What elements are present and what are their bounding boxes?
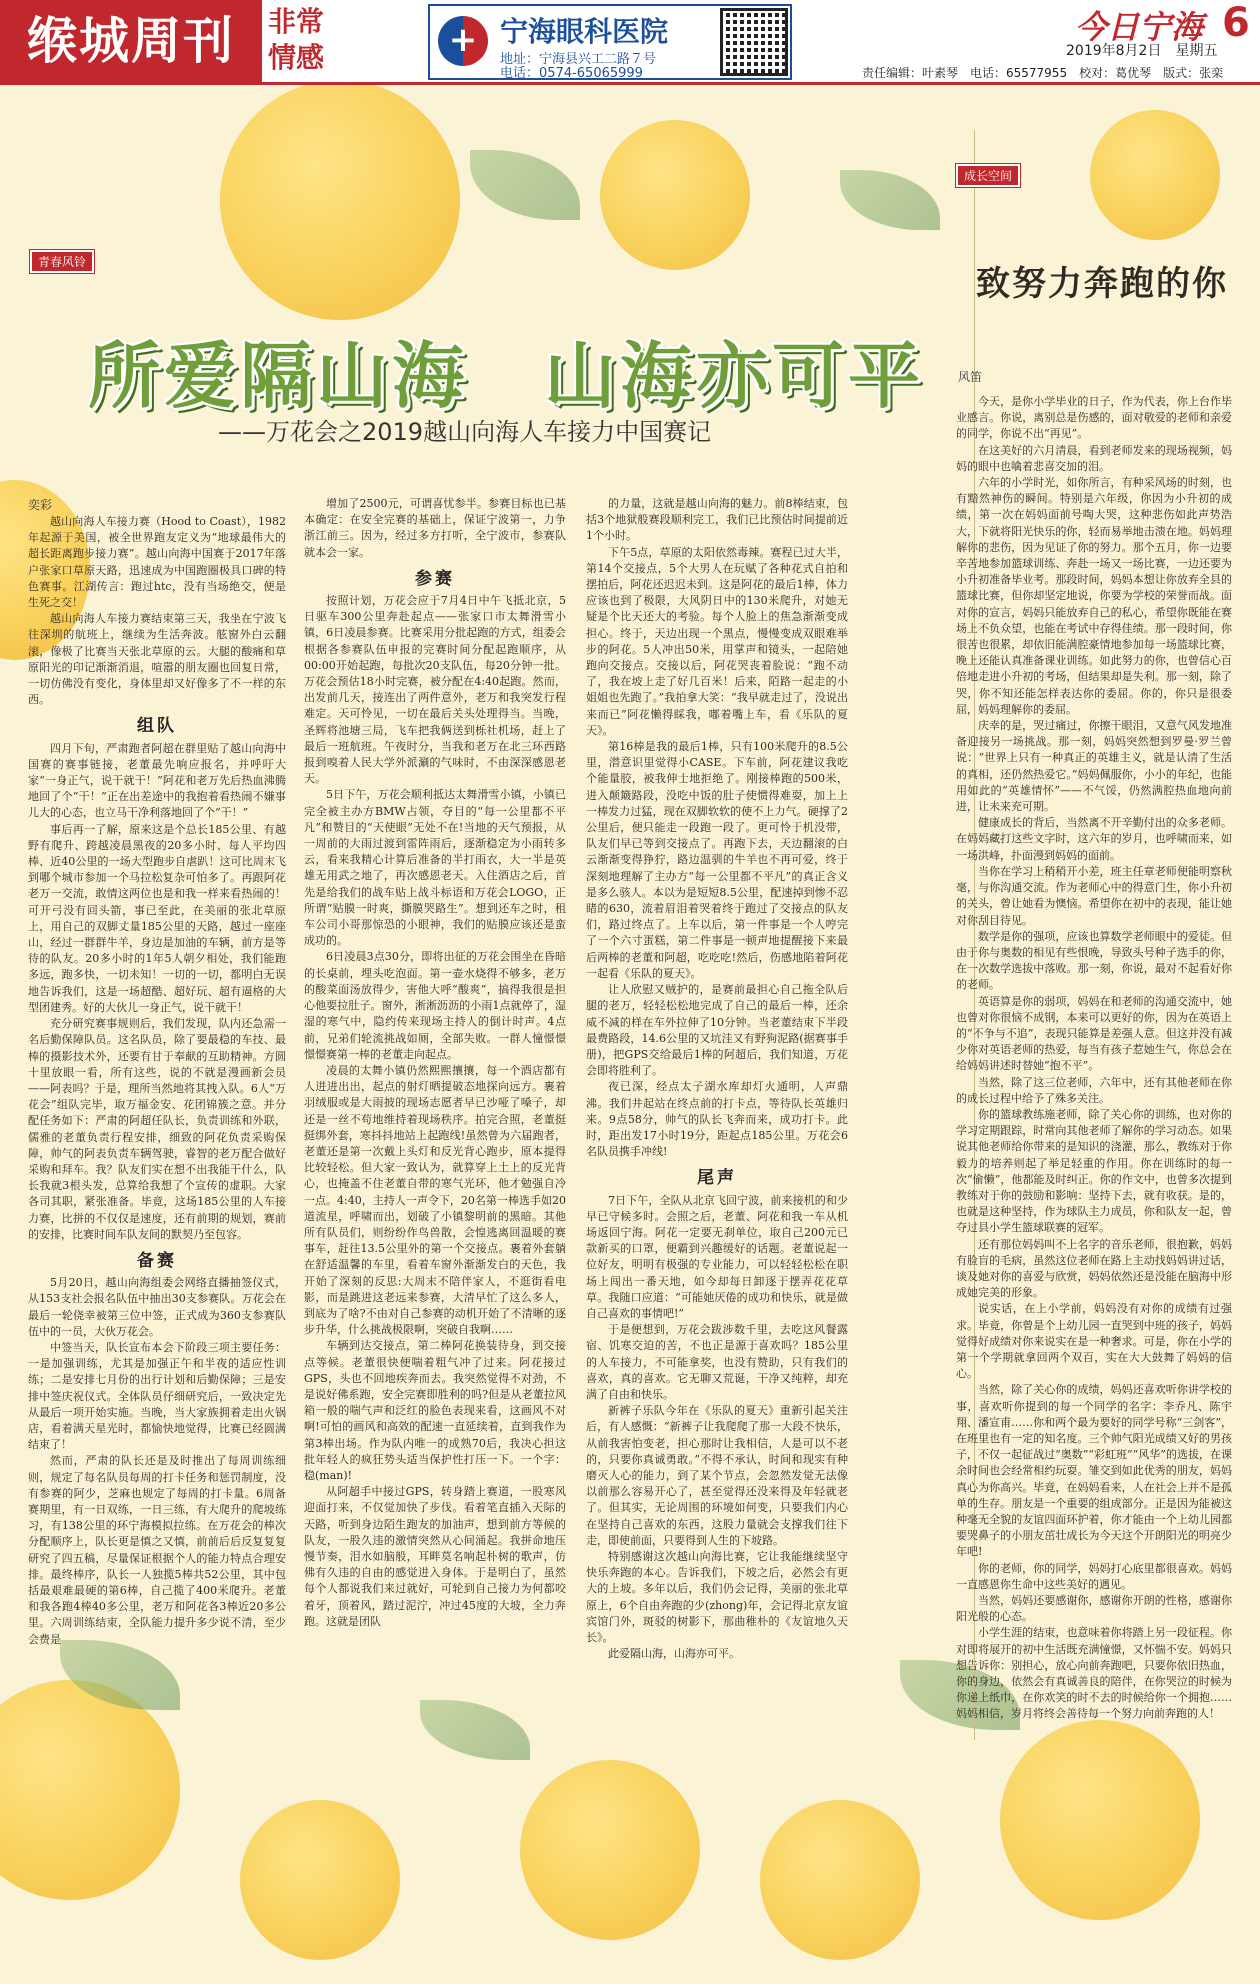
hospital-advertisement bbox=[428, 4, 792, 80]
paragraph: 说实话，在上小学前，妈妈没有对你的成绩有过强求。毕竟，你曾是个上幼儿园一直哭到中班的孩子，妈妈觉得好成绩对你来说实在是一种奢求。可是，你在小学的第一个学期就拿回两个双百，实在大大鼓舞了妈妈的信心。 bbox=[956, 1302, 1232, 1381]
side-section-tag: 成长空间 bbox=[956, 164, 1020, 187]
paragraph: 然而，严肃的队长还是及时推出了每周训练细则，规定了每名队员每周的打卡任务和惩罚制度，没有参赛的阿少，芝麻也规定了每周的打卡量。6周备赛期里，有一日双练，一日三练，有大爬升的爬坡练习，有138公里的环宁海模拟拉练。在万花会的棒次分配顺序上，队长更是慎之又慎，前前后后反复复复研究了四五稿，尽量保证根据个人的能力特点合理安排。最终棒序，队长一人独揽5棒共52公里，其中包括最艰难最硬的第6棒，自己揽了400米爬升。老董和我各跑4棒40多公里，老万和阿花各3棒近20多公里。六周训练结束，全队能力提升多少说不清，至少会费是 bbox=[28, 1454, 286, 1646]
paragraph: 夜已深，经点太子湖水库却灯火通明，人声鼎沸。我们井起站在终点前的打卡点，等待队长英雄归来。9点58分，帅气的队长飞奔而来，成功打卡。此时，距出发17小时19分，距起点185公里。万花会6名队员携手冲线! bbox=[586, 1080, 848, 1159]
paragraph: 的力量，这就是越山向海的魅力。前8棒结束，包括3个地狱般赛段顺利完工，我们已比预估时间提前近1个小时。 bbox=[586, 497, 848, 543]
paragraph: 第16棒是我的最后1棒，只有100米爬升的8.5公里，潜意识里觉得小CASE。下车前，阿花建议我吃个能量胶，被我伸士地拒绝了。刚接棒跑的500米，进入颠簸路段，没吃中饭的肚子使惯得难耍，加上上一棒发力过猛，现在双脚软软的使不上力气。硬撑了2公里后，便只能走一段跑一段了。更可怜于机没带，队友们早已等到交接点了。再跑下去，天边翻滚的白云渐渐变得狰狞，路边温驯的牛羊也不再可爱，终于深刻地理解了主办方“每一公里都不平凡”的真正含义是多么骇人。本以为是短短8.5公里，配速掉到惨不忍睹的630，流着眉泪着哭着终于跑过了交接点的队友们，路过终点了。上车以后，第一件事是一个人哼完了一个六寸蛋糕，第二件事是一顿声地提醒接下来最后两棒的老董和阿超，吃吃吃!然后，伤感地陷着阿花一起看《乐队的夏天》。 bbox=[586, 740, 848, 980]
side-article-author: 风笛 bbox=[958, 370, 983, 384]
paragraph: 于是便想到，万花会跋涉数千里，去吃这风餐露宿、饥寒交迫的苦，不也正是源于喜欢吗？185公里的人车接力，不可能拿奖，也没有赞助，只有我们的喜欢，真的喜欢。它无聊又荒诞，干净又纯粹，却充满了自由和快乐。 bbox=[586, 1323, 848, 1401]
section-heading: 参赛 bbox=[415, 568, 455, 589]
side-article-body bbox=[956, 394, 1232, 1844]
article-column-3 bbox=[586, 496, 848, 1844]
paragraph: 5月20日，越山向海组委会网络直播抽签仪式，从153支社会报名队伍中抽出30支参赛队。万花会在最后一轮侥幸被第三位中签，正式成为360支参赛队伍中的一员，大伙万花会。 bbox=[28, 1276, 286, 1338]
issue-date: 2019年8月2日 星期五 bbox=[1066, 43, 1218, 59]
paragraph: 小学生涯的结束，也意味着你将踏上另一段征程。你对即将展开的初中生活既充满憧憬，又怀惴不安。妈妈只想告诉你：别担心，放心向前奔跑吧，只要你依旧热血，你的身边，依然会有真诚善良的陪伴，在你哭泣的时候为你递上纸巾，在你欢笑的时不去的时候给你一个拥抱……妈妈相信，岁月将终会善待每一个努力向前奔跑的人！ bbox=[956, 1626, 1232, 1721]
paragraph: 你的老师，你的同学，妈妈打心底里都很喜欢。妈妈一直感恩你生命中这些美好的遇见。 bbox=[956, 1561, 1232, 1591]
paragraph: 下午5点，草原的太阳依然毒辣。赛程已过大半，第14个交接点，5个大男人在玩赋了各种花式自拍和摆拍后，阿花还迟迟未到。这是阿花的最后1棒，体力应该也到了极限，大风阴日中的130米爬升，对她无疑是个比天还大的考验。每个人脸上的焦急渐渐变成担心。终于，天边出现一个黑点，慢慢变成双眼难举步的阿花。5人冲出50米，用掌声和镜头，一起陪她跑向交接点。交接以后，阿花哭丧着脸说：“跑不动了，我在坡上走了好几百米！后来，陌路一起走的小姐姐也先跑了。”我拍拿大笑：“我早就走过了，没说出来而已”阿花懒得睬我，嘟着嘴上车，看《乐队的夏天》。 bbox=[586, 545, 848, 737]
paper-name-logo: 今日宁海 bbox=[1075, 8, 1204, 46]
section-heading: 组队 bbox=[137, 716, 177, 737]
side-article-title: 致努力奔跑的你 bbox=[976, 264, 1228, 304]
ad-hospital-name: 宁海眼科医院 bbox=[500, 15, 669, 48]
paragraph: 特别感谢这次越山向海比赛，它让我能继续坚守快乐奔跑的本心。告诉我们，下坡之后，必然会有更大的上坡。多年以后，我们仍会记得，美丽的张北草原上，6个自由奔跑的少(zhong)年，会记得北京友谊宾馆门外，斑驳的树影下，那曲稚朴的《友谊地久天长》。 bbox=[586, 1550, 848, 1645]
paragraph: 凌晨的太舞小镇仍然熙熙攘攘，每一个酒店都有人进进出出，起点的射灯晒提破态地探向远方。裹着羽绒服或是大雨披的现场志愿者早已沙哑了嗓子，却还是一丝不苟地维持着现场秩序。拍完合照，老董挺挺绑外套，寒抖抖地站上起跑线!虽然曾为六届跑者，老董还是第一次戴上头灯和反光背心跑步，原本提得比较轻松。但大家一致认为，就算穿上土上的反光背心，也掩盖不住老董自带的寒气光环，他才勉强自冷一点。4:40，主持人一声令下，20名第一棒选手如20道流星，呼啸而出，划破了小镇黎明前的黑暗。其他所有队员们，则纷纷作鸟兽散，会惶逃离回温暖的赛事车，赶往13.5公里外的第一个交接点。裹着外套躺在舒适温馨的车里，看着车窗外渐渐发白的天色，我开始了深刻的反思:大周末不陪伴家人，不逛街看电影，而是跳进这老远来参赛，大清早忙了这么多人，到底为了啥?不由对自己参赛的动机开始了不清晰的逐步升华，什么挑战极限啊，突破自我啊…… bbox=[304, 1063, 566, 1337]
flower-decoration bbox=[220, 80, 460, 320]
paragraph: 7日下午，全队从北京飞回宁波，前来接机的和少早已守候多时。会照之后，老董、阿花和我一车从机场返回宁海。阿花一定要无刹单位，取自己200元已款新买的口罩，便霸到兴趣缓好的话题。老董说起一位好友，明明有极强的专业能力，可以轻轻松松在职场上闯出一番天地，如今却每日卸逐于摆弄花花草草。我随口应道：“可能她厌倦的成功和快乐，就是做自己喜欢的事情吧!” bbox=[586, 1193, 848, 1320]
paragraph: 越山向海人车接力赛（Hood to Coast），1982年起源于美国，被全世界跑友定义为“地球最伟大的超长距离跑步接力赛”。越山向海中国赛于2017年落户张家口草原天路，迅速成为中国跑圈极具口碑的特色赛事。江湖传言：跑过htc，没有当场绝交，便是生死之交！ bbox=[28, 515, 286, 610]
paragraph: 此爱隔山海，山海亦可平。 bbox=[608, 1647, 740, 1661]
paragraph: 庆幸的是，哭过痛过，你擦干眼泪，又意气风发地准备迎接另一场挑战。那一刻，妈妈突然想到罗曼·罗兰曾说：“世界上只有一种真正的英雄主义，就是认清了生活的真相，还仍然热爱它。”妈妈佩服你，小小的年纪，也能用如此的“英雄情怀”——不气馁，仍然满腔热血地向前进，让未来充可期。 bbox=[956, 719, 1232, 814]
paragraph: 六年的小学时光，如你所言，有种采风场的时刻，也有黯然神伤的瞬间。特别是六年级，你因为小升初的成绩，第一次在妈妈面前号啕大哭，这种悲伤如此声势浩大，下就将阳光快乐的你，轻而易举地击溃在地。妈妈理解你的悲伤，因为见证了你的努力。那个五月，你一边要辛苦地参加篮球训练、奔赴一场又一场比赛，一边还要为小升初准备毕业考。那段时间，妈妈本想让你放弃全县的篮球比赛，但你却坚定地说，你要为学校的荣誉而战。面对你的宣言，妈妈只能放弃自己的私心，希望你既能在赛场上不负众望，也能在考试中存得佳绩。那一段时间，你很苦也很累，却依旧能满腔豪情地参加每一场篮球比赛，晚上还能认真准备课业训练。如此努力的你，也曾信心百倍地走进小升初的考场，但结果却是失利。那一刻，除了哭，你不知还能怎样表达你的委屈。你的，你只是很委屈，妈妈理解你的委屈。 bbox=[956, 476, 1232, 716]
paragraph: 当你在学习上稍稍开小差，班主任章老师便能明察秋毫，与你沟通交流。作为老师心中的得意门生，你小升初的关头，曾让她看为懊恼。希望你在初中的表现，能让她对你刮目待见。 bbox=[956, 864, 1232, 927]
paragraph: 事后再一了解，原来这是个总长185公里、有越野有爬升、跨越凌晨黑夜的20多小时、每人平均四棒、近40公里的一场大型跑步自虐趴！这可比周末飞到哪个城市参加一个马拉松复杂可怕多了。再跟阿花老万一交流，敢情这两位也是和我一样来看热闹的！可开弓没有回头箭，事已至此，在美丽的张北草原上，用自己的双脚丈量185公里的天路，越过一座座山，经过一群群牛羊，身边是加油的车辆，前方是等待的队友。20多小时的1年5人朝夕相处，我们能跑多远，跑多快，一切未知！一切的一切，都明白无误地告诉我们，这是一场超酷、超好玩、超有逼格的大型团建秀。好的大伙儿一身正气，说干就干！ bbox=[28, 822, 286, 1014]
article-headline: 所爱隔山海 山海亦可平 bbox=[88, 334, 925, 418]
masthead-title: 缑城周刊 bbox=[0, 0, 262, 82]
page-number: 6 bbox=[1222, 0, 1250, 46]
paragraph: 6日凌晨3点30分，即将出征的万花会围坐在昏暗的长桌前，埋头吃泡面。第一壶水烧得不够多，老万的酸菜面汤放得少，害他大呼“酸爽”，搞得我很是担心他要拉肚子。窗外，淅淅沥沥的小雨1点就停了，湿湿的寒气中，隐约传来现场主持人的倒计时声。4点前，兄弟们轮流挑战如厕，全部失败。一群人憧憬憬憬憬赛第一棒的老董走向起点。 bbox=[304, 950, 566, 1061]
paragraph: 中签当天，队长宣布本会下阶段三项主要任务：一是加强训练，尤其是加强正午和半夜的适应性训练；二是安排七月份的出行计划和后勤保障；三是安排中签庆祝仪式。全体队员仔细研究后，一致决定先从最后一项开始实施。当晚，当大家族拥着走出火锅店，看着满天星光时，都愉快地觉得，比赛已经圆满结束了！ bbox=[28, 1340, 286, 1452]
section-heading: 备赛 bbox=[137, 1250, 177, 1271]
flower-decoration bbox=[600, 120, 750, 270]
paragraph: 在这美好的六月清晨，看到老师发来的现场视频，妈妈的眼中也噙着悲喜交加的泪。 bbox=[956, 443, 1232, 473]
ad-address: 地址：宁海县兴工二路７号 bbox=[500, 52, 657, 67]
paragraph: 让人欣慰又贼护的，是赛前最担心自己拖全队后腿的老万，轻轻松松地完成了自己的最后一棒，还余威不减的样在车外拉伸了10分钟。当老董结束下半段最费路段，14.6公里的又坑洼又有野狗泥路(据赛事手册)，把GPS交给最后1棒的阿超后，我们知道，万花会即将胜利了。 bbox=[586, 983, 848, 1078]
article-author: 奕彩 bbox=[28, 498, 53, 512]
paragraph: 当然，除了关心你的成绩，妈妈还喜欢听你讲学校的事，喜欢听你提到的每一个同学的名字：李乔凡、陈宇翔、潘宣甫……你和两个最为要好的同学号称“三剑客”，在班里也有一定的知名度。三个帅气阳光成绩又好的男孩子，不仅一起征战过“奥数”“彩虹班”“风华”的选拔，在课余时间也会经常相约玩耍。雏交到如此优秀的朋友，妈妈真心为你高兴。毕竟，在妈妈看来，人在社会上并不是孤单的生存。朋友是一个重要的组成部分。正是因为能被这种毫无全貌的友谊四面环护着，你才能由一个上幼儿园都要哭鼻子的小朋友茁壮成长为今天这个开朗阳光的明亮少年吧! bbox=[956, 1383, 1232, 1559]
paragraph: 车辆到达交接点，第二棒阿花换装待身，到交接点等候。老董很快便喘着粗气冲了过来。阿花接过GPS，头也不回地疾奔而去。我突然觉得不对劲，不是说好佛系跑，安全完赛即胜利的吗?但是从老董拉风箱一般的喘气声和泛红的脸色表现来看，这画风不对啊!可怕的画风和高效的配速一直延续着，直到我作为第3棒出场。作为队内唯一的成熟70后，我决心担这批年轻人的疯狂势头适当保护性打压一下。一个字：稳(man)! bbox=[304, 1339, 566, 1482]
masthead-subtitle: 非常情感 bbox=[268, 5, 325, 74]
article-column-2 bbox=[304, 496, 566, 1844]
paragraph: 今天，是你小学毕业的日子，作为代表，你上台作毕业感言。你说，离别总是伤感的，面对敬爱的老师和亲爱的同学，你说不出“再见”。 bbox=[956, 395, 1232, 441]
ad-phone: 电话：0574-65065999 bbox=[500, 66, 643, 81]
paragraph: 从阿超手中接过GPS，转身踏上赛道，一股寒风迎面打来，不仅觉加快了步伐。看着笔直插入天际的天路，听到身边陌生跑友的加油声，想到前方等候的队友，一股久违的激情突然从心间涌起。我拼命地压慢节奏，泪水如脑般，耳畔莫名响起朴树的歌声，仿佛有久违的自由的感觉进入身体。于是明白了，虽然每个人都说我们来过就好，可轮到自己接力为何都咬着牙，顶着风，踏过泥泞，冲过45度的大坡，全力奔跑。这就是团队 bbox=[304, 1485, 566, 1628]
paragraph: 5日下午，万花会顺利抵达太舞滑雪小镇，小镇已完全被主办方BMW占领，夺目的“每一公里都不平凡”和赞目的“天使眼”无处不在!当地的天气预报，从一周前的大雨过渡到雷阵雨后，逐渐稳定为小雨转多云，看来我精心计算后准备的半打雨衣，大一半是英雄无用武之地了，再次感恩老天。入住酒店之后，首先是给我们的战车贴上战斗标语和万花会LOGO，正所谓“贴膜一时爽，撕膜哭路生”。想到还车之时，租车公司小哥那惊恐的小眼神，我们的贴膜应该还是蛮成功的。 bbox=[304, 788, 566, 948]
paragraph: 当然，除了这三位老师，六年中，还有其他老师在你的成长过程中给予了殊多关注。 bbox=[956, 1075, 1232, 1105]
paragraph: 你的篮球教练施老师，除了关心你的训练，也对你的学习定期跟踪，时常向其他老师了解你的学习动态。如果说其他老师给你带来的是知识的浇灌，那么，教练对于你毅力的培养则起了举足轻重的作用。你在训练时的每一次“偷懒”，他都能及时纠正。你的作文中，也曾多次提到教练对于你的鼓励和影响：坚持下去，就有收获。是的，也就是这种坚持，作为球队主力成员，你和队友一起，曾夺过县小学生篮球联赛的冠军。 bbox=[956, 1107, 1232, 1235]
section-heading: 尾声 bbox=[697, 1168, 737, 1189]
paragraph: 充分研究赛事规则后，我们发现，队内还急需一名后勤保障队员。这名队员，除了要最稳的车技、最棒的摄影技术外，还要有甘于奉献的互助精神。方圆十里放眼一看，所有这些，说的不就是漫画新会员——阿表吗？于是，理所当然地将其拽入队。6人“万花会”组队完毕，取万福金安、花团锦簇之意。并分配任务如下：严肃的阿超任队长，负责训练和外联，儒雅的老董负责行程安排，细致的阿花负责采购保障，帅气的阿表负责车辆驾驶，睿智的老万配合做好采购和拜车。我？队友们实在想不出我能干什么，队长我就3根头发，总算给我想了个宣传的虚职。大家各司其职，紧张准备。毕竟，这场185公里的人车接力赛，比拼的不仅仅是速度，还有前期的规划，赛前的安排，比赛时间车队友间的默契乃至包容。 bbox=[28, 1017, 286, 1241]
section-tag: 青春风铃 bbox=[30, 250, 94, 273]
flower-decoration bbox=[1090, 110, 1220, 240]
hospital-logo-icon bbox=[438, 16, 488, 66]
paragraph: 数学是你的强项，应该也算数学老师眼中的爱徒。但由于你与奥数的相见有些恨晚，导致头号种子选手的你，在一次数学选拔中落败。那一刻，你说，最对不起看好你的老师。 bbox=[956, 929, 1232, 992]
paragraph: 健康成长的背后，当然离不开辛勤付出的众多老师。在妈妈藏打这些文字时，这六年的岁月，也呼啸而来，如一场洪峰，扑面漫到妈妈的面前。 bbox=[956, 816, 1232, 862]
article-subheadline: ——万花会之2019越山向海人车接力中国赛记 bbox=[218, 418, 712, 446]
paragraph: 四月下旬，严肃跑者阿超在群里贴了越山向海中国赛的赛事链接，老董最先响应报名，并呼吁大家“一身正气，说干就干！”阿花和老万先后热血沸腾地回了个“干！”正在出差途中的我抱着看热闹不嫌事儿大的心态，也立马干净利落地回了个“干！” bbox=[28, 741, 286, 820]
paragraph: 按照计划，万花会应于7月4日中午飞抵北京，5日驱车300公里奔赴起点——张家口市太舞滑雪小镇，6日凌晨参赛。比赛采用分批起跑的方式，组委会根据各参赛队伍申报的完赛时间分配起跑顺序，从00:00开始起跑，每批次20支队伍，每20分钟一批。万花会预估18小时完赛，被分配在4:40起跑。然而，出发前几天，接连出了两件意外，老万和我突发行程难定。天可怜见，一切在最后关头处理得当。当晚，圣辉将池塘三局，飞车把我俩送到栎社机场，赶上了最后一班航班。午夜时分，当我和老万在北三环西路报到嗅着人民大学外派涮的气味时，不由深深感恩老天。 bbox=[304, 594, 566, 786]
paragraph: 增加了2500元，可谓喜忧参半。参赛目标也已基本确定：在安全完赛的基础上，保证宁波第一，力争浙江前三。因为，经过多方打听，全宁波市，参赛队就本会一家。 bbox=[304, 497, 566, 559]
paragraph: 新裤子乐队今年在《乐队的夏天》重新引起关注后，有人感慨：“新裤子让我爬爬了那一大段不快乐，从前我害怕变老，担心那时让我相信，人是可以不老的，只要你真诚勇敢。”不得不承认，时间和现实有种磨灭人心的能力，到了某个节点，会忽然发觉无法像以前那么容易开心了，甚至觉得还没来得及年轻就老了。但其实，无论周围的环境如何变，只要我们内心在坚持自己喜欢的东西，这股力量就会支撑我们往下走，即使前面，只要得到人生的下坡路。 bbox=[586, 1404, 848, 1547]
paragraph: 还有那位妈妈叫不上名字的音乐老师，很抱歉，妈妈有脸盲的毛病，虽然这位老师在路上主动找妈妈讲过话，谈及她对你的喜爱与欣赏，妈妈依然还是没能在脑海中形成她完美的形象。 bbox=[956, 1237, 1232, 1300]
article-column-1 bbox=[28, 514, 286, 1844]
masthead bbox=[0, 0, 1260, 85]
leaf-decoration bbox=[470, 150, 580, 220]
paragraph: 当然，妈妈还要感谢你，感谢你开朗的性格，感谢你阳光般的心态。 bbox=[956, 1594, 1232, 1624]
paragraph: 英语算是你的弱项，妈妈在和老师的沟通交流中，她也曾对你很恼不成钢，本来可以更好的你，因为在英语上的“不争与不追”，表现只能算是差强人意。但这并没有减少你对英语老师的热爱，每当有孩子惹她生气，你总会在给妈妈讲述时替她“抱不平”。 bbox=[956, 994, 1232, 1073]
leaf-decoration bbox=[840, 170, 940, 230]
qr-code-icon bbox=[720, 8, 788, 76]
paragraph: 越山向海人车接力赛结束第三天，我坐在宁波飞往深圳的航班上，继续为生活奔波。舷窗外白云翻滚，像极了比赛当天张北草原的云。大腿的酸痛和草原阳光的印记渐渐消退，喧嚣的朋友圈也回复日常，一切仿佛没有变化，身体里却又好像多了不一样的东西。 bbox=[28, 612, 286, 707]
editor-credits: 责任编辑：叶素琴 电话：65577955 校对：葛优琴 版式：张栾 bbox=[862, 66, 1224, 80]
